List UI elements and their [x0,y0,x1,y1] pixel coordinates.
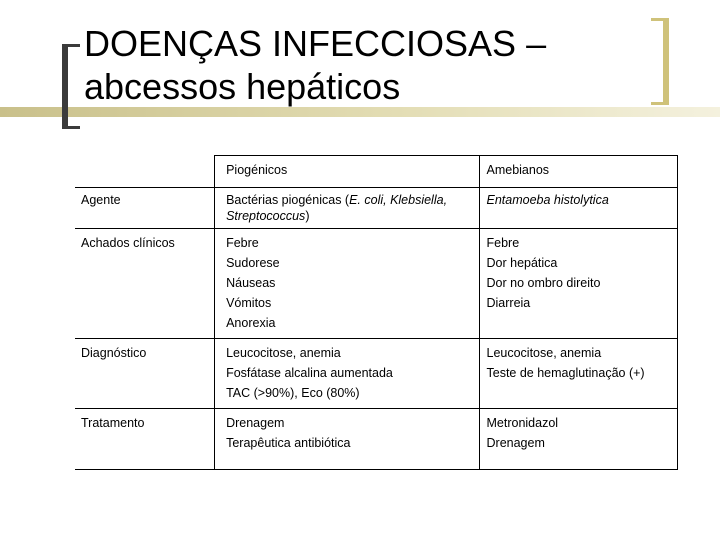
cell-line: Drenagem [226,416,285,430]
comparison-table [75,155,678,470]
table-row-tratamento [75,409,678,470]
cell-line: Anorexia [226,316,276,330]
header-cell-piogenicos: Piogénicos [215,156,479,188]
cell-piogenicos [215,229,479,339]
cell-line: Leucocitose, anemia [486,346,602,360]
cell-text: ) [305,209,310,223]
cell-amebianos [479,339,678,409]
cell-line: Dor hepática [486,256,558,270]
row-label: Achados clínicos [75,229,215,339]
slide-title-line-2: abcessos hepáticos [84,66,401,107]
row-label: Agente [75,188,215,229]
cell-line: Metronidazol [486,416,559,430]
slide-title [84,22,644,108]
cell-line: TAC (>90%), Eco (80%) [226,386,360,400]
cell-line: Teste de hemaglutinação (+) [486,366,645,380]
header-cell-amebianos: Amebianos [479,156,678,188]
cell-line: Febre [486,236,520,250]
slide-title-line-1: DOENÇAS INFECCIOSAS – [84,23,547,64]
cell-amebianos [479,409,678,470]
right-bracket-decoration [651,18,669,105]
cell-line: Dor no ombro direito [486,276,601,290]
row-label: Tratamento [75,409,215,470]
cell-line: Diarreia [486,296,531,310]
table-row-achados-clinicos [75,229,678,339]
title-underline-band [0,107,720,117]
cell-line: Leucocitose, anemia [226,346,341,360]
cell-amebianos [479,229,678,339]
row-label: Diagnóstico [75,339,215,409]
cell-line: Fosfátase alcalina aumentada [226,366,393,380]
table-row-diagnostico [75,339,678,409]
left-bracket-decoration [62,44,80,129]
table-row-agente [75,188,678,229]
cell-line: Terapêutica antibiótica [226,436,351,450]
cell-piogenicos [215,188,479,229]
cell-text-italic: Streptococcus [226,209,306,223]
cell-line: Febre [226,236,259,250]
table-header-row [75,156,678,188]
cell-text: Bactérias piogénicas ( [226,193,350,207]
header-cell-empty [75,156,215,188]
cell-line: Vómitos [226,296,272,310]
cell-piogenicos [215,339,479,409]
cell-text-italic: E. coli, Klebsiella, [349,193,448,207]
cell-text-italic: Entamoeba histolytica [486,193,609,207]
cell-amebianos [479,188,678,229]
cell-piogenicos [215,409,479,470]
cell-line: Drenagem [486,436,545,450]
cell-line: Náuseas [226,276,276,290]
cell-line: Sudorese [226,256,280,270]
